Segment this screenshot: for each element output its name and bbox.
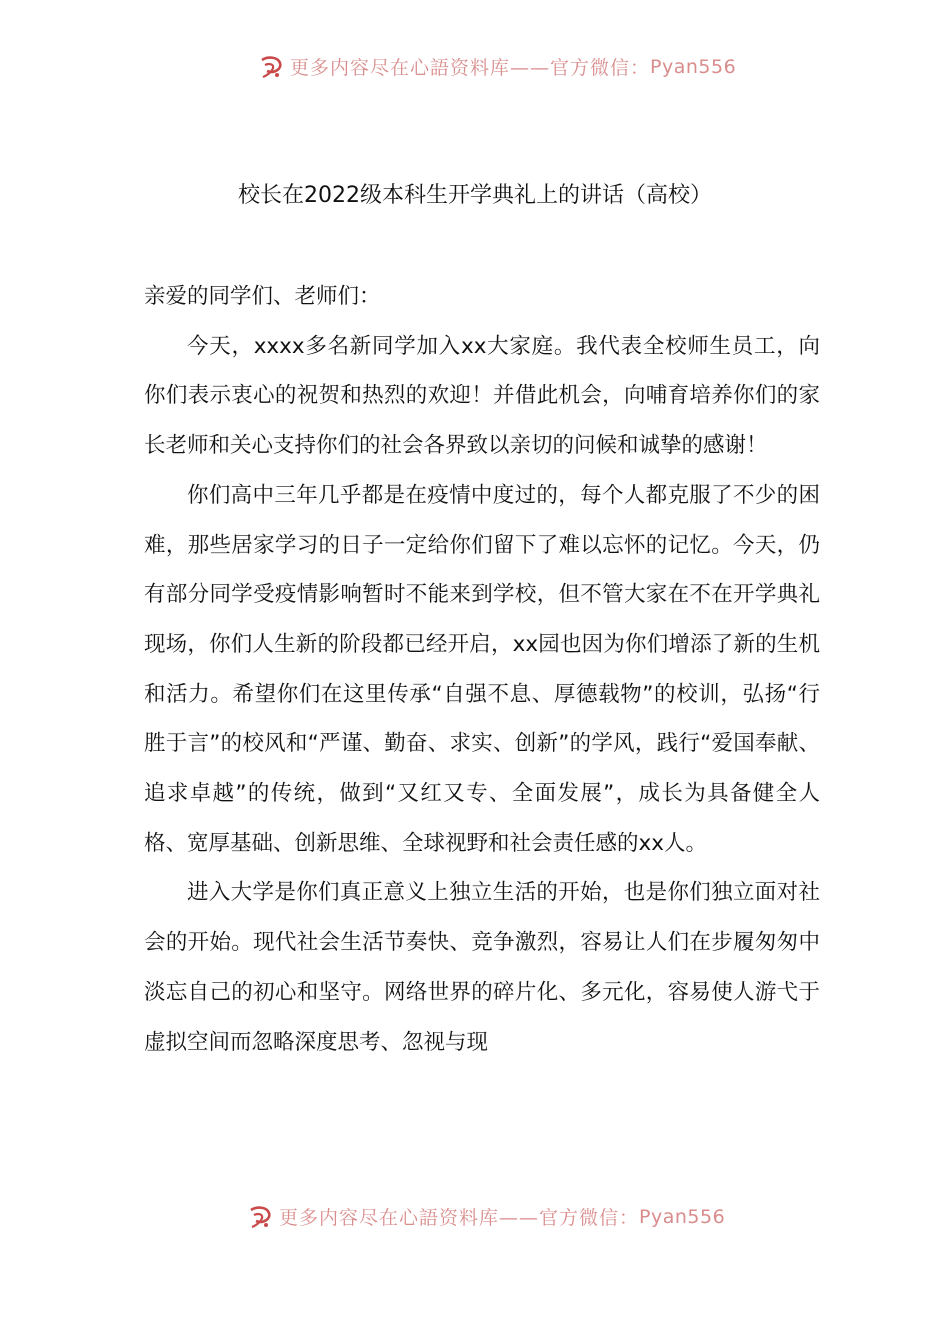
salutation: 亲爱的同学们、老师们： [144, 284, 381, 309]
document-body [144, 272, 820, 1067]
document-title: 校长在2022级本科生开学典礼上的讲话（高校） [238, 183, 712, 208]
watermark-logo-icon [258, 56, 284, 80]
paragraph: 你们高中三年几乎都是在疫情中度过的，每个人都克服了不少的困难，那些居家学习的日子一定给你们留下了难以忘怀的记忆。今天，仍有部分同学受疫情影响暂时不能来到学校，但不管大家在不在开学典礼现场，你们人生新的阶段都已经开启，xx园也因为你们增添了新的生机和活力。希望你们在这里传承“自强不息、厚德载物”的校训，弘扬“行胜于言”的校风和“严谨、勤奋、求实、创新”的学风，践行“爱国奉献、追求卓越”的传统，做到“又红又专、全面发展”，成长为具备健全人格、宽厚基础、创新思维、全球视野和社会责任感的xx人。 [144, 482, 820, 856]
paragraph: 进入大学是你们真正意义上独立生活的开始，也是你们独立面对社会的开始。现代社会生活节奏快、竞争激烈，容易让人们在步履匆匆中淡忘自己的初心和坚守。网络世界的碎片化、多元化，容易使人游弋于虚拟空间而忽略深度思考、忽视与现 [144, 880, 820, 1055]
watermark-text: 更多内容尽在心語资料库——官方微信： [290, 57, 651, 79]
watermark-text: 更多内容尽在心語资料库——官方微信： [279, 1207, 640, 1229]
watermark-id: Pyan556 [650, 56, 737, 78]
paragraph: 今天，xxxx多名新同学加入xx大家庭。我代表全校师生员工，向你们表示衷心的祝贺和热烈的欢迎！并借此机会，向哺育培养你们的家长老师和关心支持你们的社会各界致以亲切的问候和诚挚的感谢！ [144, 333, 820, 459]
watermark-logo-icon [247, 1206, 273, 1230]
watermark-id: Pyan556 [639, 1206, 726, 1228]
footer-watermark [0, 1206, 950, 1236]
header-watermark [0, 56, 950, 86]
